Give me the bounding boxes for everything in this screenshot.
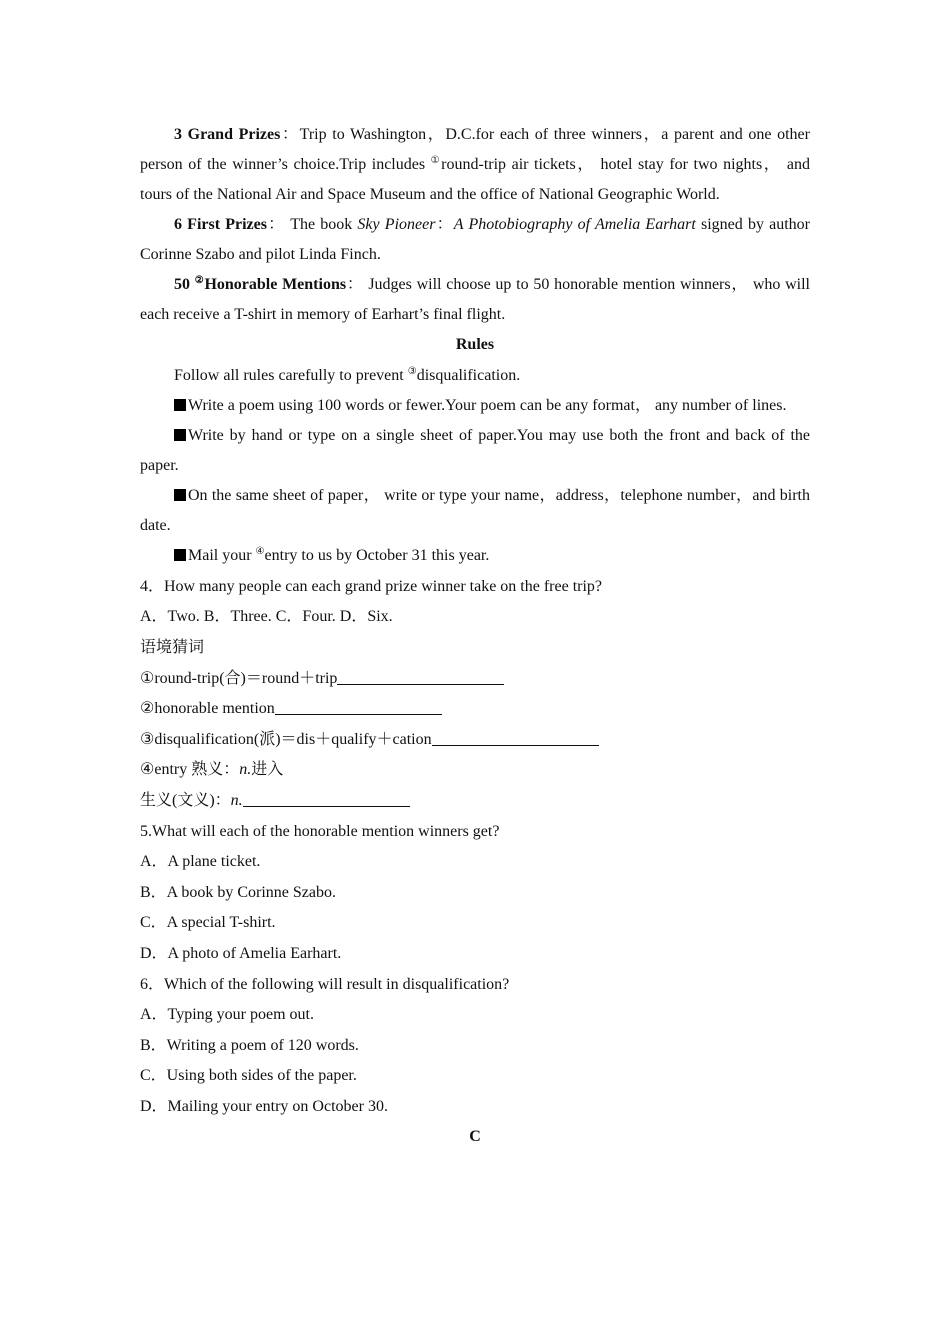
rule-text-3: On the same sheet of paper， write or type your name，address，telephone number，and birth date.	[140, 487, 810, 535]
question-5-option-b: B．A book by Corinne Szabo.	[140, 883, 336, 901]
rule-item-4	[140, 541, 810, 572]
vocab-item-3	[140, 725, 810, 756]
rules-intro	[140, 361, 810, 392]
honorable-sep: ：	[346, 276, 364, 293]
first-prizes-paragraph	[140, 210, 810, 270]
question-6-option-c: C．Using both sides of the paper.	[140, 1067, 357, 1085]
rule-text-1: Write a poem using 100 words or fewer.Your poem can be any format， any number of lines.	[188, 397, 787, 415]
square-bullet-icon	[174, 489, 186, 501]
vocab-item-1	[140, 664, 810, 695]
vocab-item-5	[140, 786, 810, 817]
vocab-item-4	[140, 755, 810, 786]
book-subtitle: A Photobiography of Amelia Earhart	[453, 216, 696, 233]
note-marker-4: ④	[255, 546, 265, 558]
grand-prizes-label: 3 Grand Prizes	[174, 126, 281, 143]
vocab-text-4: ④entry 熟义：	[140, 761, 240, 779]
vocab-pos-4: n.	[239, 761, 252, 779]
rule-text-2: Write by hand or type on a single sheet of paper.You may use both the front and back of the paper.	[140, 427, 810, 475]
question-5-option-c: C．A special T-shirt.	[140, 914, 276, 932]
note-marker-3: ③	[407, 365, 417, 377]
honorable-count: 50	[174, 276, 195, 293]
rule-item-3	[140, 481, 810, 541]
rules-intro-a: Follow all rules carefully to prevent	[174, 366, 408, 384]
honorable-label: Honorable Mentions	[204, 276, 347, 293]
vocab-text-3: ③disqualification(派)＝dis＋qualify＋cation	[140, 730, 432, 748]
rules-heading: Rules	[455, 336, 495, 353]
section-c-heading: C	[469, 1128, 481, 1146]
first-prizes-text-b: signed by author Corinne Szabo and pilot Linda Finch.	[140, 216, 810, 263]
note-marker-1: ①	[430, 155, 442, 166]
square-bullet-icon	[174, 549, 186, 561]
grand-prizes-sep: ：	[280, 126, 300, 143]
rules-intro-b: disqualification.	[416, 366, 521, 384]
square-bullet-icon	[174, 429, 186, 441]
rule-text-4b: entry to us by October 31 this year.	[264, 547, 490, 565]
answer-blank[interactable]	[432, 731, 599, 746]
first-prizes-label: 6 First Prizes	[174, 216, 267, 233]
vocab-text-5: 生义(文义)：	[140, 791, 231, 809]
rule-text-4a: Mail your	[188, 547, 256, 565]
vocab-text-2: ②honorable mention	[140, 700, 275, 718]
honorable-mentions-paragraph	[140, 270, 810, 330]
book-title: Sky Pioneer	[357, 216, 436, 233]
square-bullet-icon	[174, 399, 186, 411]
question-6-option-b: B．Writing a poem of 120 words.	[140, 1036, 359, 1054]
first-prizes-text-a: The book	[285, 216, 358, 233]
first-prizes-sep: ：	[266, 216, 286, 233]
question-6: 6．Which of the following will result in disqualification?	[140, 975, 510, 993]
vocab-text-1: ①round-trip(合)＝round＋trip	[140, 669, 338, 687]
grand-prizes-paragraph	[140, 120, 810, 210]
answer-blank[interactable]	[243, 792, 410, 807]
book-title-sep: ：	[435, 216, 454, 233]
question-4: 4．How many people can each grand prize winner take on the free trip?	[140, 577, 603, 595]
vocab-meaning-4: 进入	[251, 761, 284, 779]
honorable-text: Judges will choose up to 50 honorable mention winners， who will each receive a T-shirt in memory of Earhart’s final flight.	[140, 276, 811, 323]
answer-blank[interactable]	[337, 670, 504, 685]
grand-prizes-text-a: Trip to Washington，D.C.for each of three winners，a parent and one other person of the winner’s choice.Trip includes	[140, 126, 810, 173]
question-5: 5.What will each of the honorable mention winners get?	[140, 822, 500, 840]
grand-prizes-text-b: round-trip air tickets， hotel stay for two nights， and tours of the National Air and Space Museum and the office of National Geographic World.	[140, 156, 810, 203]
vocab-heading: 语境猜词	[140, 638, 205, 656]
vocab-pos-5: n.	[230, 791, 243, 809]
answer-blank[interactable]	[275, 700, 442, 715]
question-5-option-a: A．A plane ticket.	[140, 853, 261, 871]
rule-item-1	[140, 391, 810, 421]
vocab-item-2	[140, 694, 810, 725]
rule-item-2	[140, 421, 810, 481]
note-marker-2: ②	[194, 275, 205, 286]
question-4-options: A．Two. B．Three. C．Four. D．Six.	[140, 608, 393, 626]
document-page	[140, 120, 810, 1153]
question-6-option-a: A．Typing your poem out.	[140, 1006, 314, 1024]
question-6-option-d: D．Mailing your entry on October 30.	[140, 1097, 388, 1115]
question-5-option-d: D．A photo of Amelia Earhart.	[140, 944, 342, 962]
